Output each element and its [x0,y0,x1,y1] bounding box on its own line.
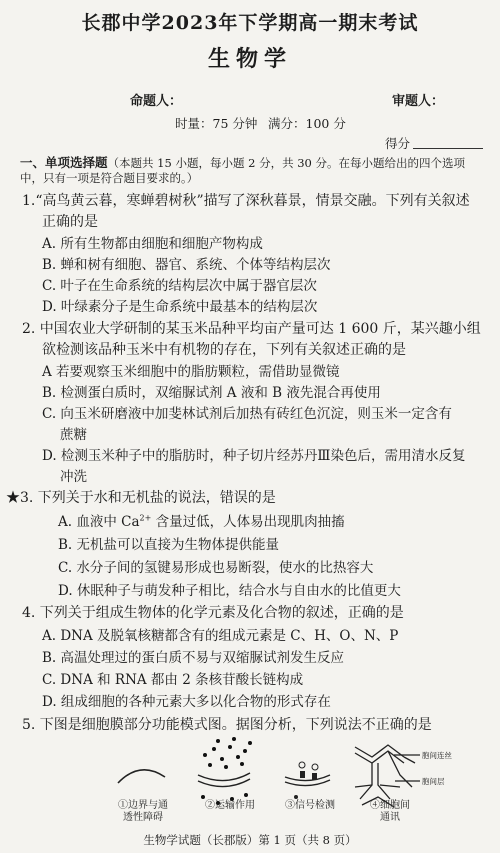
fig4-label-b: 胞间层 [422,777,445,786]
q2-stem-2: 欲检测该品种玉米中有机物的存在，下列有关叙述正确的是 [42,342,406,358]
star-mark: ★ [6,490,20,506]
q2-option-c-1: C. 向玉米研磨液中加斐林试剂后加热有砖红色沉淀，则玉米一定含有 [42,406,452,422]
q4-option-b: B. 高温处理过的蛋白质不易与双缩脲试剂发生反应 [42,650,345,666]
q3-option-b: B. 无机盐可以直接为生物体提供能量 [58,537,280,553]
q4-stem: 4. 下列关于组成生物体的化学元素及化合物的叙述，正确的是 [22,605,404,621]
q1-option-c: C. 叶子在生命系统的结构层次中属于器官层次 [42,278,317,294]
q3-option-a: A. 血液中 $Ca^{2+}$ 含量过低，人体易出现肌肉抽搐 [58,513,345,530]
reviewer-label: 审题人： [392,94,445,109]
setter-label: 命题人： [130,94,183,109]
fig4-label-a: 胞间连丝 [422,751,452,760]
score-blank [413,148,483,149]
page-footer: 生物学试题（长郡版）第 1 页（共 8 页） [143,833,357,847]
fig1-caption: ①边界与通 透性障碍 [118,800,168,823]
q2-option-a: A 若要观察玉米细胞中的脂肪颗粒，需借助显微镜 [42,364,340,380]
subject-title: 生物学 [207,46,292,72]
q3-option-c: C. 水分子间的氢键易形成也易断裂，使水的比热容大 [58,560,374,576]
q1-option-d: D. 叶绿素分子是生命系统中最基本的结构层次 [42,299,318,315]
q2-option-c-2: 蔗糖 [60,427,87,443]
q2-option-b: B. 检测蛋白质时，双缩脲试剂 A 液和 B 液先混合再使用 [42,385,381,401]
q1-option-b: B. 蝉和树有细胞、器官、系统、个体等结构层次 [42,257,331,273]
q2-option-d-2: 冲洗 [60,469,87,485]
q1-stem-1: 1.“高鸟黄云暮，寒蝉碧树秋”描写了深秋暮景，情景交融。下列有关叙述 [22,193,470,209]
q4-option-c: C. DNA 和 RNA 都由 2 条核苷酸长链构成 [42,672,304,688]
q3-stem: 3. 下列关于水和无机盐的说法，错误的是 [20,490,276,506]
fig3-caption: ③信号检测 [285,800,335,811]
q1-stem-2: 正确的是 [42,214,98,230]
q2-stem-1: 2. 中国农业大学研制的某玉米品种平均亩产量可达 1 600 斤，某兴趣小组 [22,321,481,337]
membrane-figure [0,735,500,830]
section-heading: 一、单项选择题 [20,155,108,170]
q1-option-a: A. 所有生物都由细胞和细胞产物构成 [42,236,263,252]
q4-option-a: A. DNA 及脱氧核糖都含有的组成元素是 C、H、O、N、P [42,628,399,644]
score-label: 得分 [385,136,411,151]
q4-option-d: D. 组成细胞的各种元素大多以化合物的形式存在 [42,694,331,710]
time-limit: 时量：75 分钟 [175,116,258,131]
q5-stem: 5. 下图是细胞膜部分功能模式图。据图分析，下列说法不正确的是 [22,717,432,733]
signal-receptor-icon [285,762,330,799]
q2-option-d-1: D. 检测玉米种子中的脂肪时，种子切片经苏丹Ⅲ染色后，需用清水反复 [42,448,466,464]
plasmodesma-icon [355,745,420,807]
full-score: 满分：100 分 [268,116,346,131]
fig2-caption: ②运输作用 [205,800,255,811]
section-instructions-2: 中，只有一项是符合题目要求的。） [20,171,199,185]
transport-icon [198,737,252,805]
membrane-boundary-icon [118,770,165,783]
exam-title: 长郡中学2023年下学期高一期末考试 [81,12,419,34]
q3-option-d: D. 休眠种子与萌发种子相比，结合水与自由水的比值更大 [58,583,401,599]
section-instructions-1: （本题共 15 小题，每小题 2 分，共 30 分。在每小题给出的四个选项 [107,156,466,170]
fig4-caption: ④细胞间 通讯 [370,800,410,823]
